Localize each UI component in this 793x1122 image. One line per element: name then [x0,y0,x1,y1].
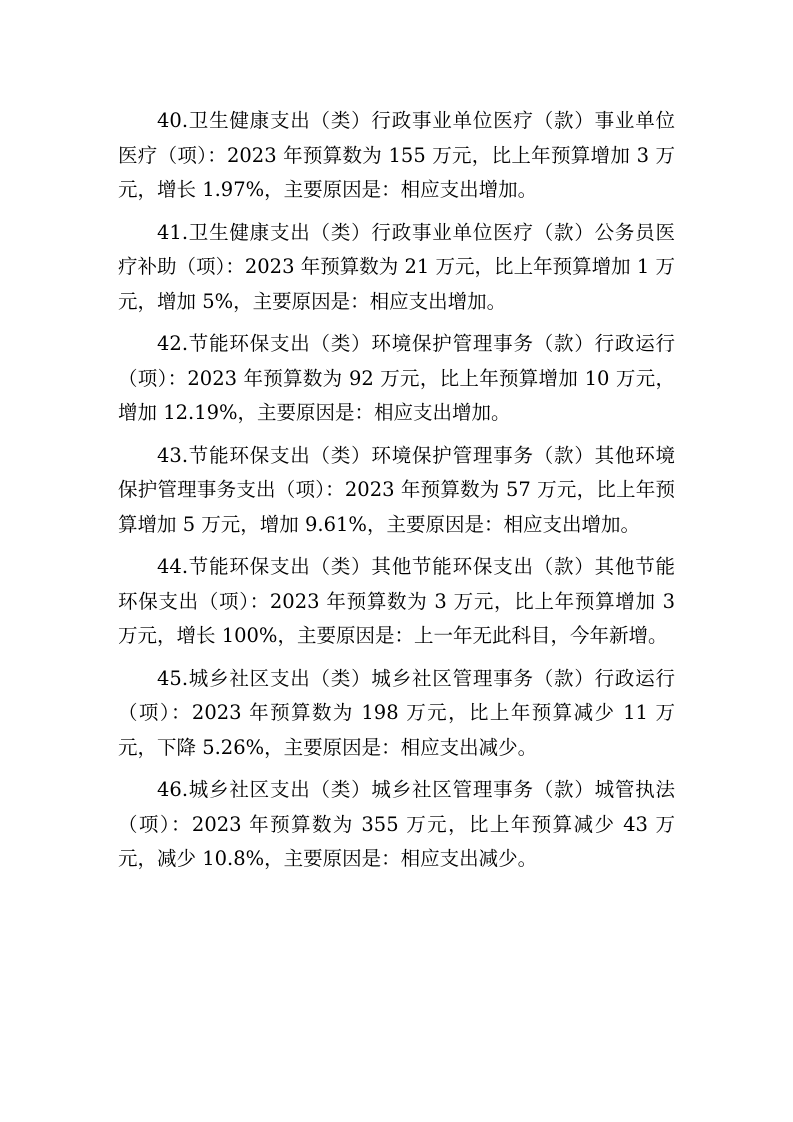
paragraph-item-42: 42.节能环保支出（类）环境保护管理事务（款）行政运行（项）：2023 年预算数为 92 万元，比上年预算增加 10 万元，增加 12.19%，主要原因是：相应支出增加。 [118,332,675,424]
paragraph-item-43: 43.节能环保支出（类）环境保护管理事务（款）其他环境保护管理事务支出（项）：2023 年预算数为 57 万元，比上年预算增加 5 万元，增加 9.61%，主要原因是：相应支出增加。 [118,443,675,536]
paragraph-item-41: 41.卫生健康支出（类）行政事业单位医疗（款）公务员医疗补助（项）：2023 年预算数为 21 万元，比上年预算增加 1 万元，增加 5%，主要原因是：相应支出增加。 [118,220,675,313]
paragraph-item-46: 46.城乡社区支出（类）城乡社区管理事务（款）城管执法（项）：2023 年预算数为 355 万元，比上年预算减少 43 万元，减少 10.8%，主要原因是：相应支出减少。 [118,778,675,870]
paragraph-item-44: 44.节能环保支出（类）其他节能环保支出（款）其他节能环保支出（项）：2023 年预算数为 3 万元，比上年预算增加 3 万元，增长 100%，主要原因是：上一年无此科目，今年新增。 [118,555,675,647]
paragraph-item-40: 40.卫生健康支出（类）行政事业单位医疗（款）事业单位医疗（项）：2023 年预算数为 155 万元，比上年预算增加 3 万元，增长 1.97%，主要原因是：相应支出增加。 [118,109,675,201]
paragraph-item-45: 45.城乡社区支出（类）城乡社区管理事务（款）行政运行（项）：2023 年预算数为 198 万元，比上年预算减少 11 万元，下降 5.26%，主要原因是：相应支出减少。 [118,666,675,759]
